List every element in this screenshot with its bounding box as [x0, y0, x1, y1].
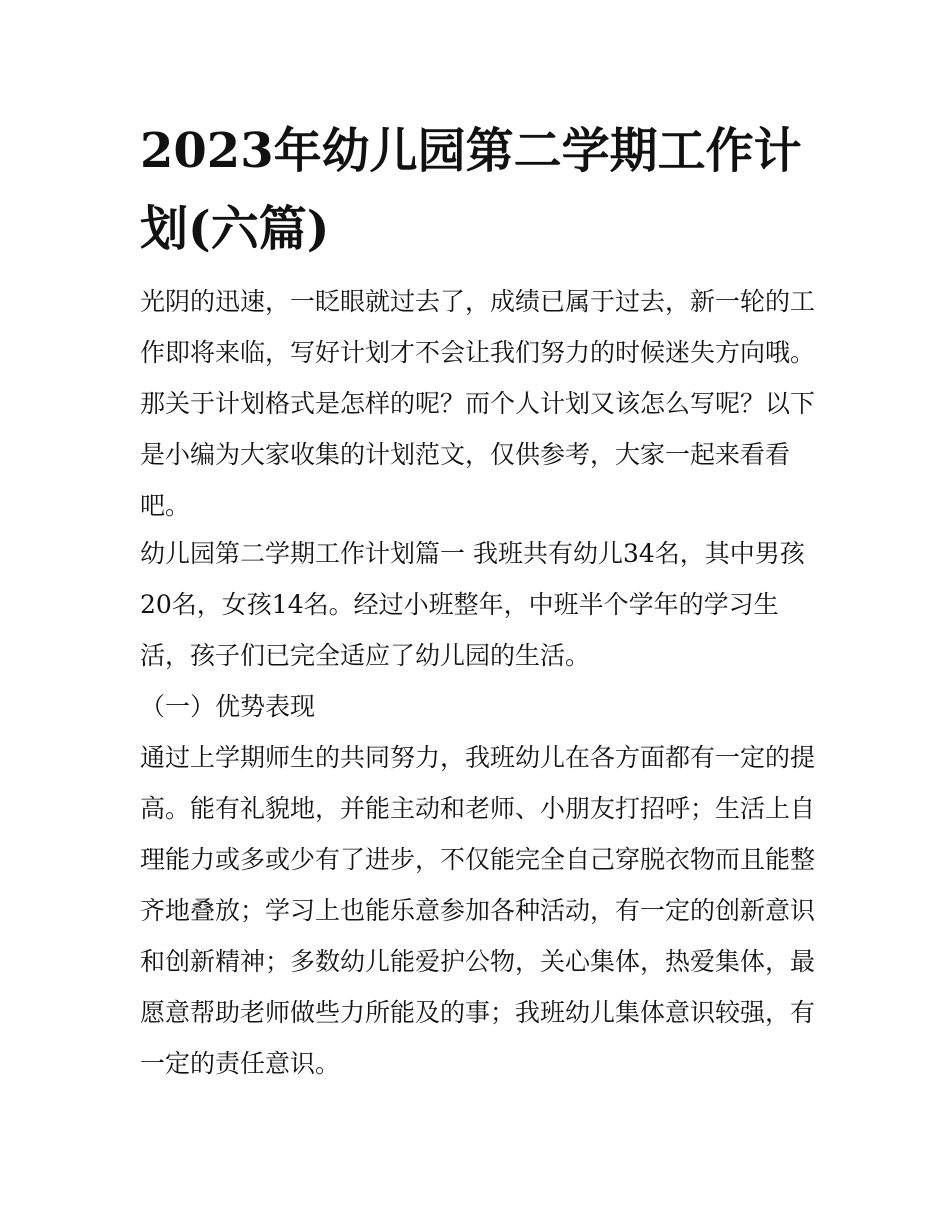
class-overview-paragraph: 幼儿园第二学期工作计划篇一 我班共有幼儿34名，其中男孩20名，女孩14名。经过小班整年，中班半个学年的学习生活，孩子们已完全适应了幼儿园的生活。	[140, 539, 805, 670]
document-title: 2023年幼儿园第二学期工作计划(六篇)	[140, 123, 802, 257]
intro-paragraph: 光阴的迅速，一眨眼就过去了，成绩已属于过去，新一轮的工作即将来临，写好计划才不会让我们努力的时候迷失方向哦。那关于计划格式是怎样的呢？而个人计划又该怎么写呢？以下是小编为大家收集的计划范文，仅供参考，大家一起来看看吧。	[140, 287, 816, 520]
strengths-paragraph: 通过上学期师生的共同努力，我班幼儿在各方面都有一定的提高。能有礼貌地，并能主动和老师、小朋友打招呼；生活上自理能力或多或少有了进步，不仅能完全自己穿脱衣物而且能整齐地叠放；学习上也能乐意参加各种活动，有一定的创新意识和创新精神；多数幼儿能爱护公物，关心集体，热爱集体，最愿意帮助老师做些力所能及的事；我班幼儿集体意识较强，有一定的责任意识。	[140, 743, 816, 1078]
section-heading: （一）优势表现	[140, 692, 316, 721]
